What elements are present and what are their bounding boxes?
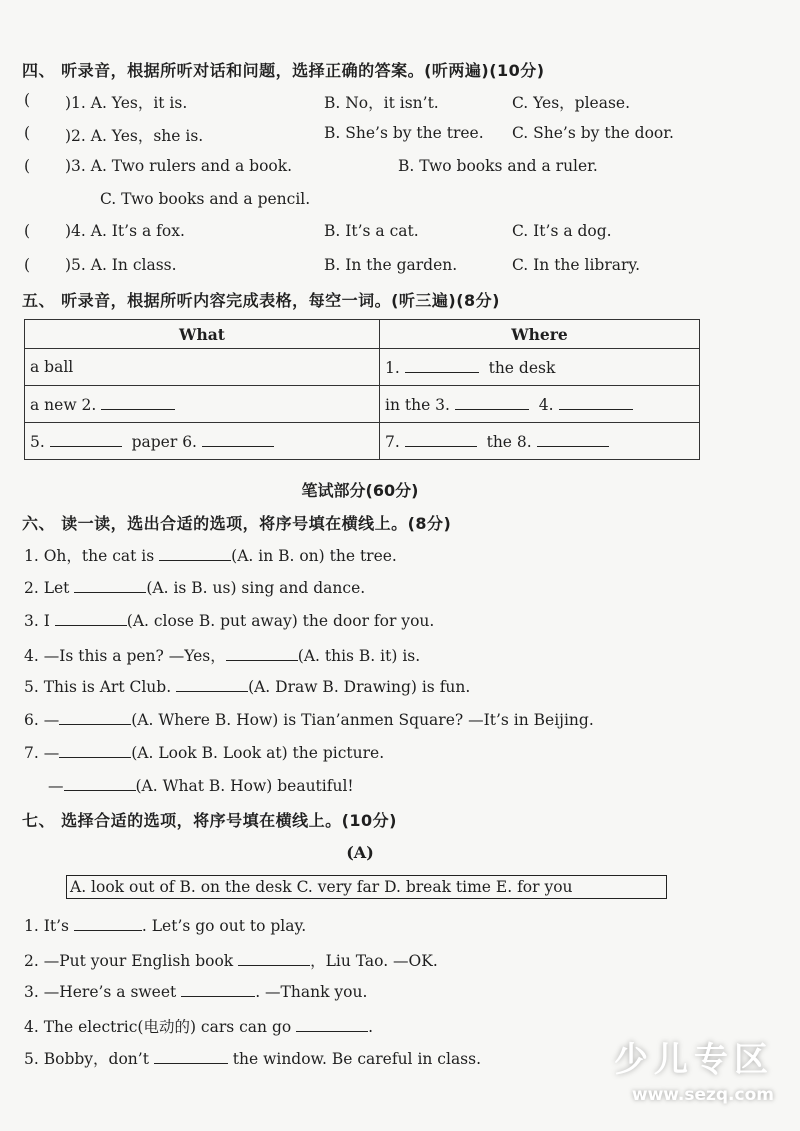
site-watermark xyxy=(614,1032,774,1105)
cell-text: 5. xyxy=(30,432,45,451)
q4-5-c: C. In the library. xyxy=(512,256,641,274)
cell-text: paper 6. xyxy=(131,432,197,451)
blank-3[interactable] xyxy=(455,395,529,410)
answer-blank[interactable] xyxy=(64,776,136,791)
blank-7[interactable] xyxy=(405,432,477,447)
q7-4 xyxy=(24,1015,373,1037)
answer-blank[interactable] xyxy=(55,611,127,626)
answer-table xyxy=(24,319,700,460)
options-box: A. look out of B. on the desk C. very far D. break time E. for you xyxy=(66,875,667,899)
blank-1[interactable] xyxy=(405,358,479,373)
answer-blank[interactable] xyxy=(74,578,146,593)
q6-3 xyxy=(24,611,434,630)
q-text: 2. —Put your English book xyxy=(24,952,239,970)
q-text: (A. close B. put away) the door for you. xyxy=(126,612,435,630)
q-text: (A. this B. it) is. xyxy=(297,647,421,665)
cell-text: the 8. xyxy=(486,432,532,451)
q-text: (A. What B. How) beautiful! xyxy=(135,777,354,795)
table-row xyxy=(25,386,700,423)
q4-3-c: C. Two books and a pencil. xyxy=(100,190,311,208)
q-text: (A. Look B. Look at) the picture. xyxy=(131,744,385,762)
q6-1 xyxy=(24,544,397,566)
blank-6[interactable] xyxy=(202,432,274,447)
table-cell xyxy=(380,423,700,460)
table-cell xyxy=(380,349,700,386)
q-text: 2. Let xyxy=(24,579,75,597)
answer-blank[interactable] xyxy=(296,1017,368,1032)
q4-3-b: B. Two books and a ruler. xyxy=(398,157,598,175)
table-row xyxy=(25,423,700,460)
q7-2 xyxy=(24,949,438,971)
watermark-brand: 少儿专区 xyxy=(614,1040,774,1080)
q4-1-c: C. Yes，please. xyxy=(512,94,631,112)
col-header-where: Where xyxy=(380,320,700,349)
answer-blank[interactable] xyxy=(226,646,298,661)
cell-text: in the 3. xyxy=(385,395,450,414)
table-cell xyxy=(25,423,380,460)
answer-blank[interactable] xyxy=(159,546,231,561)
answer-blank[interactable] xyxy=(176,677,248,692)
cell-text: 4. xyxy=(538,395,554,414)
q-text: 5. Bobby，don’t xyxy=(24,1050,154,1068)
answer-blank[interactable] xyxy=(59,743,131,758)
q4-4-b: B. It’s a cat. xyxy=(324,222,419,240)
q4-3-a: )3. A. Two rulers and a book. xyxy=(65,157,293,175)
q-text: 5. This is Art Club. xyxy=(24,678,177,696)
table-cell xyxy=(25,386,380,423)
q4-1-b: B. No，it isn’t. xyxy=(324,94,439,112)
watermark-url: www.sezq.com xyxy=(631,1085,774,1105)
q7-5 xyxy=(24,1047,481,1069)
q6-6 xyxy=(24,710,594,729)
q4-2-c: C. She’s by the door. xyxy=(512,124,674,142)
q-text: 7. — xyxy=(24,744,60,762)
table-cell xyxy=(25,349,380,386)
answer-blank[interactable] xyxy=(238,951,310,966)
answer-paren: ( xyxy=(24,124,31,142)
q6-7b xyxy=(48,776,354,795)
q4-2-b: B. She’s by the tree. xyxy=(324,124,484,142)
q4-1-a: )1. A. Yes，it is. xyxy=(65,94,188,112)
answer-blank[interactable] xyxy=(59,710,131,725)
blank-8[interactable] xyxy=(537,432,609,447)
q-text: 4. The electric(电动的) cars can go xyxy=(24,1018,297,1036)
cell-text: a new 2. xyxy=(30,395,97,414)
section5-title: 五、 听录音，根据所听内容完成表格，每空一词。(听三遍)(8分) xyxy=(22,291,500,310)
q6-4 xyxy=(24,644,420,666)
answer-paren: ( xyxy=(24,91,31,109)
q-text: (A. Draw B. Drawing) is fun. xyxy=(248,678,471,696)
q-text: . —Thank you. xyxy=(255,983,368,1001)
q4-2-a: )2. A. Yes，she is. xyxy=(65,127,204,145)
q-text: (A. Where B. How) is Tian’anmen Square? —It’s in Beijing. xyxy=(131,711,594,729)
q-text: 6. — xyxy=(24,711,60,729)
section6-title: 六、 读一读，选出合适的选项，将序号填在横线上。(8分) xyxy=(22,514,452,533)
q6-7 xyxy=(24,743,384,762)
table-row xyxy=(25,349,700,386)
written-part-title: 笔试部分(60分) xyxy=(301,481,419,500)
q-text: — xyxy=(48,777,64,795)
q4-5-a: )5. A. In class. xyxy=(65,256,177,274)
answer-blank[interactable] xyxy=(181,982,255,997)
q7-3 xyxy=(24,982,367,1001)
section7-title: 七、 选择合适的选项，将序号填在横线上。(10分) xyxy=(22,811,397,830)
answer-paren: ( xyxy=(24,256,31,274)
answer-blank[interactable] xyxy=(74,916,142,931)
answer-blank[interactable] xyxy=(154,1049,228,1064)
col-header-what: What xyxy=(25,320,380,349)
q7-1 xyxy=(24,916,306,935)
q-text: 4. —Is this a pen? —Yes， xyxy=(24,647,226,665)
table-cell xyxy=(380,386,700,423)
blank-4[interactable] xyxy=(559,395,633,410)
cell-text: a ball xyxy=(30,358,74,376)
cell-text: 7. xyxy=(385,432,400,451)
section4-title: 四、 听录音，根据所听对话和问题，选择正确的答案。(听两遍)(10分) xyxy=(22,61,545,80)
q6-5 xyxy=(24,677,470,696)
q-text: (A. is B. us) sing and dance. xyxy=(146,579,366,597)
q4-5-b: B. In the garden. xyxy=(324,256,458,274)
q-text: (A. in B. on) the tree. xyxy=(231,547,397,565)
q-text: . xyxy=(368,1018,374,1036)
q-text: 3. I xyxy=(24,612,55,630)
q4-4-a: )4. A. It’s a fox. xyxy=(65,222,185,240)
q4-4-c: C. It’s a dog. xyxy=(512,222,612,240)
part-a-label: (A) xyxy=(346,843,374,862)
q-text: ，Liu Tao. —OK. xyxy=(310,952,438,970)
q-text: 3. —Here’s a sweet xyxy=(24,983,182,1001)
q-text: . Let’s go out to play. xyxy=(141,917,307,935)
cell-text: the desk xyxy=(488,358,556,377)
blank-5[interactable] xyxy=(50,432,122,447)
q-text: 1. Oh，the cat is xyxy=(24,547,160,565)
q-text: 1. It’s xyxy=(24,917,74,935)
answer-paren: ( xyxy=(24,222,31,240)
blank-2[interactable] xyxy=(101,395,175,410)
cell-text: 1. xyxy=(385,358,400,377)
q-text: the window. Be careful in class. xyxy=(227,1050,482,1068)
answer-paren: ( xyxy=(24,157,31,175)
q6-2 xyxy=(24,578,365,597)
